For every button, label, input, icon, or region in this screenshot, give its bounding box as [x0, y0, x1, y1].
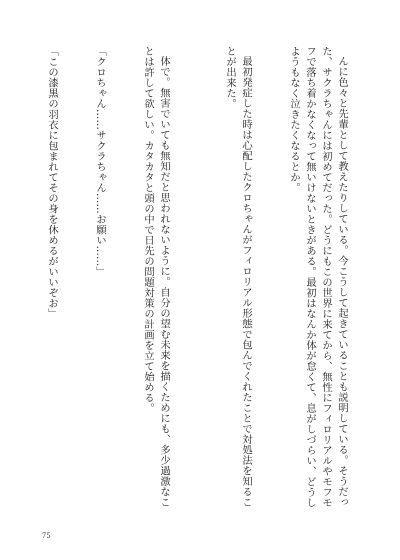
lower-text-block [44, 46, 204, 514]
upper-text-block [212, 46, 382, 514]
dialogue-line: 「この漆黒の羽衣に包まれてその身を休めるがいいぞお」 [46, 46, 58, 319]
paragraph: 体で。無害でいても無知だと思われないように。自分の望む未来を描くためにも、多少過激なことは許して欲しい。カタカタと頭の中で日先の問題対策の計画を立て始める。 [142, 46, 170, 508]
paragraph: んに色々と先輩として教えたりしている。今こうして起きていることも説明している。そうだった、サクラちゃんには初めてだった。どうにもこの世界に来てから、無性にフィロリアルやモフモフで落ち着かなくなって無いけないときがある。最初はなんか体が怠くて、息がしづらい、どうしようもなく泣きたくなるとか。 [288, 46, 348, 508]
dialogue-line: 「クロちゃん……サクラちゃん……お願い……」 [94, 46, 106, 277]
paragraph: 最初発症した時は心配したクロちゃんがフィロリアル形態で包んでくれたことで対処法を知ることが出来た。 [224, 46, 252, 508]
page-number: 75 [42, 531, 51, 540]
